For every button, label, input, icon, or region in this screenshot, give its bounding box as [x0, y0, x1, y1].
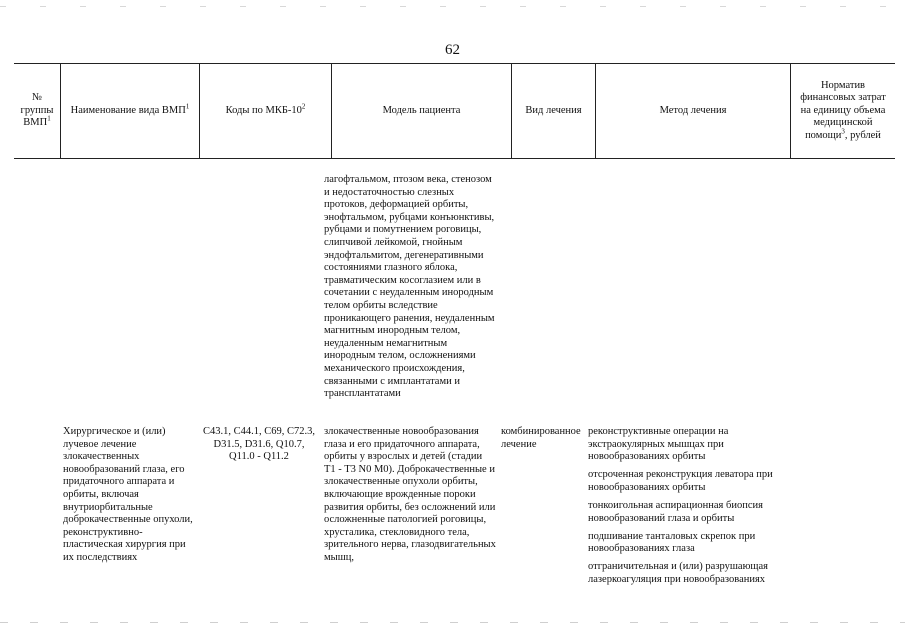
treatment-method-item: тонкоигольная аспирационная биопсия новообразований глаза и орбиты: [588, 499, 763, 524]
treatment-method-item: реконструктивные операции на экстраокулярных мышцах при новообразованиях орбиты: [588, 426, 729, 463]
header-financial-norm-text: Норматив финансовых затрат на единицу объема медицинской помощи: [800, 79, 886, 141]
header-financial-norm: [790, 64, 895, 158]
patient-model-continuation: лагофтальмом, птозом века, стенозом и недостаточностью слезных протоков, деформацией орбиты, энофтальмом, рубцами конъюнктивы, рубцами и помутнением роговицы, слипчивой лейкомой, гнойным эндофтальмитом, дегенеративными состояниями глазного яблока, травматическим косоглазием или в сочетании с неудаленным инородным телом орбиты вследствие проникающего ранения, неудаленным магнитным инородным телом, неудаленным немагнитным инородным телом, осложнениями механического происхождения, связанными с имплантатами и трансплантатами: [324, 174, 495, 400]
table-header: [14, 63, 895, 159]
header-treatment-method-text: Метод лечения: [659, 104, 727, 116]
treatment-type-cell: комбинированное лечение: [501, 426, 581, 450]
footnote-mark: 2: [301, 102, 306, 111]
scan-edge-top: [0, 6, 905, 7]
treatment-methods-list: [588, 426, 793, 592]
header-group-number: [14, 64, 60, 158]
treatment-method-item: отграничительная и (или) разрушающая лазеркоагуляция при новообразованиях: [588, 561, 768, 585]
header-vmp-name: [60, 64, 199, 158]
header-icd-codes: [199, 64, 331, 158]
footnote-mark: 1: [47, 114, 51, 123]
header-group-number-text: № группы ВМП: [20, 92, 54, 129]
header-patient-model: [331, 64, 511, 158]
treatment-method-item: подшивание танталовых скрепок при новообразованиях глаза: [588, 530, 756, 555]
header-vmp-name-text: Наименование вида ВМП: [70, 104, 186, 116]
header-treatment-type-text: Вид лечения: [525, 104, 582, 116]
header-patient-model-text: Модель пациента: [382, 104, 461, 116]
header-treatment-method: [595, 64, 790, 158]
page-number: 62: [445, 42, 460, 58]
footnote-mark: 1: [185, 102, 190, 111]
scan-edge-bottom: [0, 622, 905, 623]
footnote-mark: 3: [841, 127, 845, 136]
header-financial-norm-unit: , рублей: [844, 129, 881, 141]
treatment-method-item: отсроченная реконструкция леватора при новообразованиях орбиты: [588, 469, 773, 493]
header-treatment-type: [511, 64, 595, 158]
icd-codes-cell: C43.1, C44.1, C69, C72.3, D31.5, D31.6, Q10.7, Q11.0 - Q11.2: [202, 426, 315, 463]
vmp-name-cell: Хирургическое и (или) лучевое лечение злокачественных новообразований глаза, его придаточного аппарата и орбиты, включая внутриорбитальные доброкачественные опухоли, реконструктивно-пластическая хирургия при их последствиях: [63, 426, 193, 563]
header-icd-codes-text: Коды по МКБ-10: [225, 104, 302, 116]
patient-model-cell: злокачественные новообразования глаза и его придаточного аппарата, орбиты у взрослых и детей (стадии T1 - T3 N0 M0). Доброкачественные и злокачественные опухоли орбиты, включающие врожденные пороки развития орбиты, без осложнений или осложненные патологией роговицы, хрусталика, стекловидного тела, зрительного нерва, глазодвигательных мышц,: [324, 426, 496, 563]
